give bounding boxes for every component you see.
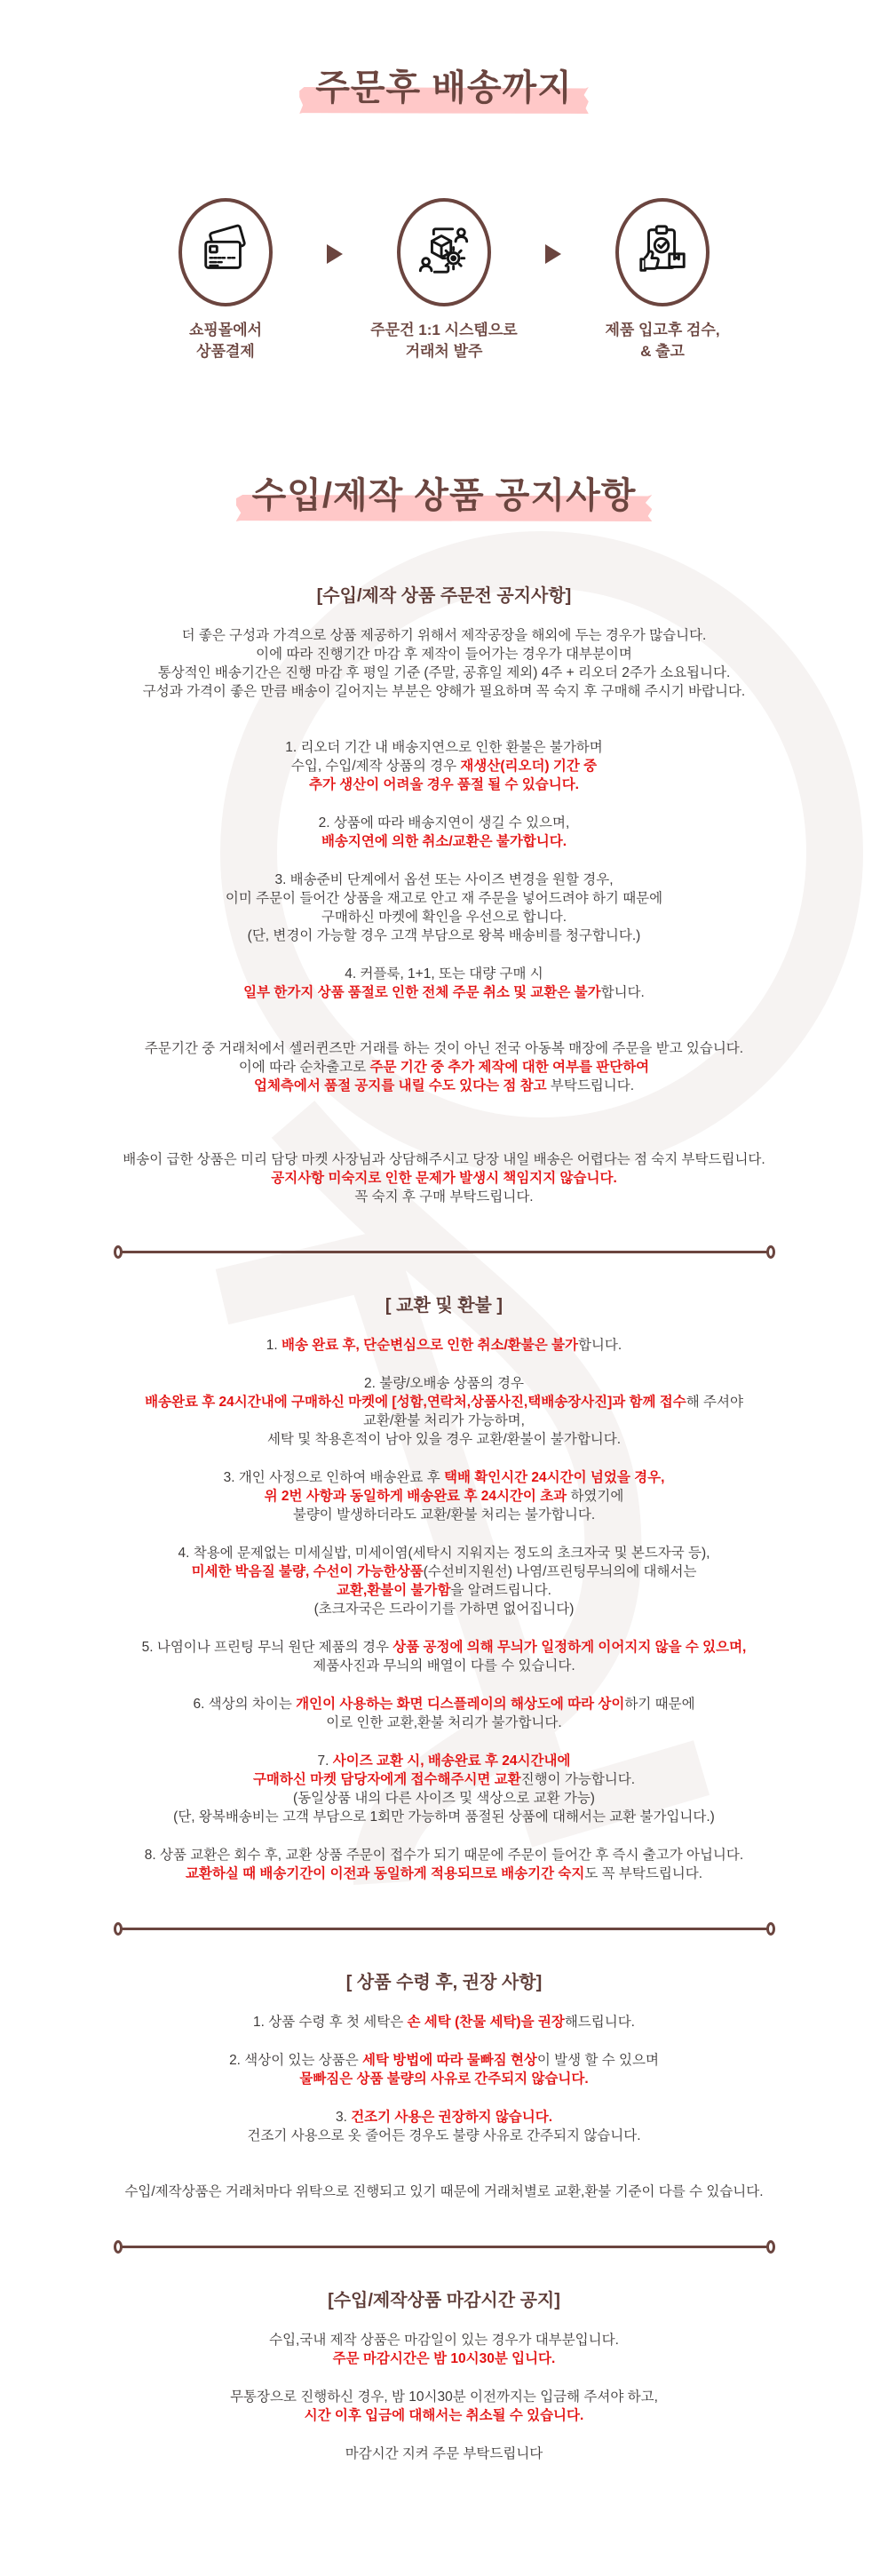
text-segment: 시간 이후 입금에 대해서는 취소될 수 있습니다. (304, 2408, 584, 2423)
notice-line (0, 1581, 888, 1600)
notice-block (0, 2108, 888, 2145)
section-header: [ 상품 수령 후, 권장 사항] (345, 1973, 543, 1992)
text-segment: 무통장으로 진행하신 경우, 밤 10시30분 이전까지는 입금해 주셔야 하고, (230, 2389, 658, 2405)
step-circle (397, 198, 491, 306)
notice-block (0, 2388, 888, 2425)
notice-line (0, 1077, 888, 1095)
notice-line (0, 814, 888, 832)
text-segment: 택배 확인시간 24시간이 넘었을 경우, (443, 1470, 665, 1485)
text-segment: 공지사항 미숙지로 인한 문제가 발생시 책임지지 않습니다. (271, 1171, 617, 1186)
arrow-right-icon (327, 244, 343, 264)
text-segment: 하였기에 (567, 1489, 624, 1504)
notice-line (0, 908, 888, 926)
notice-line (0, 2013, 888, 2031)
text-segment: 교환,환불이 불가함 (337, 1583, 451, 1598)
notice-line (0, 1752, 888, 1770)
notice-line (0, 1150, 888, 1169)
order-process-steps (0, 198, 888, 362)
text-segment: 꼭 숙지 후 구매 부탁드립니다. (354, 1189, 534, 1205)
notice-block (0, 1544, 888, 1618)
notice-block (0, 2051, 888, 2088)
notice-line (0, 1562, 888, 1581)
text-segment: 7. (317, 1753, 333, 1769)
text-segment: 통상적인 배송기간은 진행 마감 후 평일 기준 (주말, 공휴일 제외) 4주 + 리오더 2주가 소요됩니다. (157, 665, 731, 680)
text-segment: 1. 상품 수령 후 첫 세탁은 (253, 2015, 408, 2030)
text-segment: 1. (266, 1338, 282, 1353)
notice-line (0, 2331, 888, 2349)
text-segment: 불량이 발생하더라도 교환/환불 처리는 불가합니다. (292, 1507, 596, 1523)
notice-line (0, 926, 888, 945)
text-segment: (수선비지원선) 나염/프린팅무늬의에 대해서는 (423, 1564, 697, 1579)
step-order-system (357, 198, 531, 362)
notice-line (0, 757, 888, 775)
step-label-line: 상품결제 (196, 343, 255, 360)
text-segment: (동일상품 내의 다른 사이즈 및 색상으로 교환 가능) (293, 1791, 595, 1806)
notice-line (0, 1468, 888, 1487)
text-segment: 주문 기간 중 추가 제작에 대한 여부를 판단하여 (369, 1060, 650, 1075)
text-segment: 8. 상품 교환은 회수 후, 교환 상품 주문이 접수가 되기 때문에 주문이 들어간 후 즉시 출고가 아닙니다. (144, 1848, 744, 1863)
text-segment: 3. (335, 2110, 352, 2125)
notice-line (0, 1430, 888, 1449)
notice-line (0, 983, 888, 1002)
text-segment: 6. 색상의 차이는 (193, 1697, 297, 1712)
notice-line (0, 1411, 888, 1430)
notice-line (0, 2108, 888, 2127)
text-segment: 주문기간 중 거래처에서 셀러퀸즈만 거래를 하는 것이 아닌 전국 아동복 매장에 주문을 받고 있습니다. (144, 1041, 744, 1056)
page-title-text: 주문후 배송까지 (315, 68, 573, 107)
notice-title (0, 474, 888, 517)
text-segment: 2. 상품에 따라 배송지연이 생길 수 있으며, (318, 815, 570, 831)
text-segment: 배송 완료 후, 단순변심으로 인한 취소/환불은 불가 (281, 1338, 578, 1353)
text-segment: 일부 한가지 상품 품절로 인한 전체 주문 취소 및 교환은 불가 (243, 985, 601, 1000)
notice-section (0, 581, 888, 1206)
notice-line (0, 1374, 888, 1393)
notice-block (0, 1468, 888, 1524)
notice-line (0, 1058, 888, 1077)
text-segment: 합니다. (577, 1338, 622, 1353)
text-segment: 물빠짐은 상품 불량의 사유로 간주되지 않습니다. (299, 2071, 589, 2087)
divider-ring (766, 1245, 775, 1259)
divider-rule (122, 1928, 767, 1930)
notice-block (0, 871, 888, 945)
notice-line (0, 775, 888, 794)
text-segment: 세탁 및 착용흔적이 남아 있을 경우 교환/환불이 불가합니다. (266, 1432, 622, 1447)
text-segment: 이에 따라 진행기간 마감 후 제작이 들어가는 경우가 대부분이며 (256, 647, 632, 662)
text-segment: 건조기 사용으로 옷 줄어든 경우도 불량 사유로 간주되지 않습니다. (247, 2128, 641, 2143)
notice-block (0, 1638, 888, 1675)
text-segment: 이로 인한 교환,환불 처리가 불가합니다. (326, 1715, 562, 1730)
arrow-right-icon (545, 244, 561, 264)
section-header: [ 교환 및 환불 ] (385, 1296, 503, 1316)
notice-line (0, 965, 888, 983)
section-header: [수입/제작 상품 주문전 공지사항] (316, 586, 572, 606)
step-label-line: 제품 입고후 검수, (605, 322, 720, 338)
text-segment: 수입, 수입/제작 상품의 경우 (290, 759, 461, 774)
text-segment: 더 좋은 구성과 가격으로 상품 제공하기 위해서 제작공장을 해외에 두는 경우가 많습니다. (181, 628, 707, 643)
text-segment: 구성과 가격이 좋은 만큼 배송이 길어지는 부분은 양해가 필요하며 꼭 숙지 후 구매해 주시기 바랍니다. (142, 684, 746, 699)
text-segment: 5. 나염이나 프린팅 무늬 원단 제품의 경우 (141, 1640, 393, 1655)
notice-line (0, 664, 888, 682)
notice-block (0, 1374, 888, 1449)
notice-block (0, 2331, 888, 2368)
text-segment: 이 발생 할 수 있으며 (536, 2053, 659, 2068)
step-label-line: 주문건 1:1 시스템으로 (370, 322, 518, 338)
text-segment: 4. 착용에 문제없는 미세실밥, 미세이염(세탁시 지워지는 정도의 초크자국 및 본드자국 등), (178, 1546, 710, 1561)
text-segment: 구매하신 마켓에 확인을 우선으로 합니다. (321, 910, 567, 925)
notice-line (0, 626, 888, 645)
inspection-shipping-icon (635, 223, 690, 282)
notice-line (0, 2349, 888, 2368)
step-label (575, 320, 749, 362)
text-segment: 해드립니다. (564, 2015, 635, 2030)
text-segment: (단, 변경이 가능할 경우 고객 부담으로 왕복 배송비를 청구합니다.) (247, 928, 641, 943)
notice-section (0, 1968, 888, 2201)
divider-ring (766, 1922, 775, 1936)
notice-block (0, 1846, 888, 1883)
notice-line (0, 1393, 888, 1411)
step-inspection-shipping (575, 198, 749, 362)
text-segment: 업체측에서 품절 공지를 내릴 수도 있다는 점 참고 (253, 1078, 547, 1093)
notice-line (0, 1789, 888, 1808)
notice-line (0, 682, 888, 701)
notice-line (0, 1657, 888, 1675)
notice-line (0, 2445, 888, 2463)
notice-line (0, 1808, 888, 1826)
notice-line (0, 871, 888, 889)
text-segment: 교환/환불 처리가 가능하며, (363, 1413, 525, 1428)
text-segment: 합니다. (600, 985, 645, 1000)
notice-line (0, 1487, 888, 1506)
text-segment: 마감시간 지켜 주문 부탁드립니다 (345, 2446, 543, 2461)
notice-block (0, 814, 888, 851)
notice-sections (0, 581, 888, 2516)
step-label (357, 320, 531, 362)
text-segment: 위 2번 사항과 동일하게 배송완료 후 24시간이 초과 (264, 1489, 567, 1504)
text-segment: (초크자국은 드라이기를 가하면 없어집니다) (313, 1602, 575, 1617)
step-shop-payment (139, 198, 313, 362)
notice-line (0, 832, 888, 851)
notice-block (0, 1039, 888, 1095)
text-segment: 손 세탁 (찬물 세탁)을 권장 (407, 2015, 565, 2030)
notice-block (0, 965, 888, 1002)
text-segment: 4. 커플룩, 1+1, 또는 대량 구매 시 (345, 966, 543, 982)
notice-line (0, 1864, 888, 1883)
notice-line (0, 1638, 888, 1657)
text-segment: 배송지연에 의한 취소/교환은 불가합니다. (321, 834, 567, 849)
step-label-line: 거래처 발주 (405, 343, 483, 360)
text-segment: 하기 때문에 (624, 1697, 695, 1712)
notice-line (0, 2182, 888, 2201)
text-segment: 개인이 사용하는 화면 디스플레이의 해상도에 따라 상이 (296, 1697, 625, 1712)
text-segment: 부탁드립니다. (546, 1078, 635, 1093)
notice-block (0, 2013, 888, 2031)
section-divider (114, 1245, 775, 1259)
text-segment: 도 꼭 부탁드립니다. (584, 1866, 703, 1881)
text-segment: 해 주셔야 (686, 1395, 743, 1410)
text-segment: 배송이 급한 상품은 미리 담당 마켓 사장님과 상담해주시고 당장 내일 배송은 어렵다는 점 숙지 부탁드립니다. (123, 1152, 765, 1167)
notice-block (0, 626, 888, 701)
text-segment: (단, 왕복배송비는 고객 부담으로 1회만 가능하며 품절된 상품에 대해서는 교환 불가입니다.) (173, 1809, 715, 1825)
text-segment: 이에 따라 순차출고로 (238, 1060, 370, 1075)
text-segment: 수입,국내 제작 상품은 마감일이 있는 경우가 대부분입니다. (269, 2333, 619, 2348)
text-segment: 추가 생산이 어려울 경우 품절 될 수 있습니다. (309, 777, 579, 792)
section-divider (114, 1922, 775, 1936)
section-header: [수입/제작상품 마감시간 공지] (328, 2291, 560, 2310)
section-divider (114, 2240, 775, 2254)
notice-block (0, 1752, 888, 1826)
step-circle (178, 198, 273, 306)
notice-line (0, 1713, 888, 1732)
text-segment: 구매하신 마켓 담당자에게 접수해주시면 교환 (252, 1772, 521, 1787)
text-segment: 사이즈 교환 시, 배송완료 후 24시간내에 (332, 1753, 571, 1769)
step-label-line: & 출고 (640, 343, 685, 360)
notice-section (0, 2286, 888, 2463)
divider-rule (122, 1251, 767, 1253)
notice-block (0, 1336, 888, 1355)
notice-line (0, 1695, 888, 1713)
text-segment: 제품사진과 무늬의 배열이 다를 수 있습니다. (313, 1658, 575, 1674)
text-segment: 1. 리오더 기간 내 배송지연으로 인한 환불은 불가하며 (285, 740, 603, 755)
text-segment: 3. 개인 사정으로 인하여 배송완료 후 (223, 1470, 444, 1485)
step-label (139, 320, 313, 362)
order-system-icon (416, 223, 472, 282)
divider-rule (122, 2246, 767, 2248)
notice-line (0, 1188, 888, 1206)
text-segment: 상품 공정에 의해 무늬가 일정하게 이어지지 않을 수 있으며, (392, 1640, 747, 1655)
notice-line (0, 1039, 888, 1058)
text-segment: 2. 색상이 있는 상품은 (229, 2053, 362, 2068)
notice-block (0, 1695, 888, 1732)
text-segment: 진행이 가능합니다. (520, 1772, 636, 1787)
notice-block (0, 2445, 888, 2463)
divider-ring (766, 2240, 775, 2254)
notice-line (0, 2406, 888, 2425)
credit-card-icon (198, 223, 253, 282)
notice-section (0, 1291, 888, 1883)
text-segment: 3. 배송준비 단계에서 옵션 또는 사이즈 변경을 원할 경우, (274, 872, 614, 887)
notice-line (0, 738, 888, 757)
notice-block (0, 1150, 888, 1206)
text-segment: 건조기 사용은 권장하지 않습니다. (351, 2110, 553, 2125)
notice-line (0, 2388, 888, 2406)
text-segment: 배송완료 후 24시간내에 구매하신 마켓에 [성함,연락처,상품사진,택배송장사진]과 함께 접수 (145, 1395, 686, 1410)
step-label-line: 쇼핑몰에서 (188, 322, 263, 338)
text-segment: 2. 불량/오배송 상품의 경우 (364, 1376, 524, 1391)
notice-line (0, 1770, 888, 1789)
notice-line (0, 1544, 888, 1562)
notice-line (0, 1169, 888, 1188)
text-segment: 미세한 박음질 불량, 수선이 가능한상품 (191, 1564, 424, 1579)
notice-line (0, 2070, 888, 2088)
text-segment: 주문 마감시간은 밤 10시30분 입니다. (332, 2351, 556, 2366)
text-segment: 재생산(리오더) 기간 중 (460, 759, 598, 774)
notice-line (0, 1846, 888, 1864)
notice-line (0, 645, 888, 664)
notice-line (0, 1506, 888, 1524)
notice-line (0, 1336, 888, 1355)
notice-line (0, 1600, 888, 1618)
notice-block (0, 2182, 888, 2201)
notice-title-text: 수입/제작 상품 공지사항 (251, 476, 637, 515)
text-segment: 세탁 방법에 따라 물빠짐 현상 (362, 2053, 537, 2068)
step-circle (615, 198, 710, 306)
notice-line (0, 2127, 888, 2145)
text-segment: 이미 주문이 들어간 상품을 재고로 안고 재 주문을 넣어드려야 하기 때문에 (225, 891, 663, 906)
text-segment: 을 알려드립니다. (450, 1583, 551, 1598)
page-title (0, 0, 888, 109)
notice-block (0, 738, 888, 794)
text-segment: 교환하실 때 배송기간이 이전과 동일하게 적용되므로 배송기간 숙지 (185, 1866, 585, 1881)
notice-line (0, 889, 888, 908)
text-segment: 수입/제작상품은 거래처마다 위탁으로 진행되고 있기 때문에 거래처별로 교환,환불 기준이 다를 수 있습니다. (124, 2184, 764, 2199)
notice-line (0, 2051, 888, 2070)
